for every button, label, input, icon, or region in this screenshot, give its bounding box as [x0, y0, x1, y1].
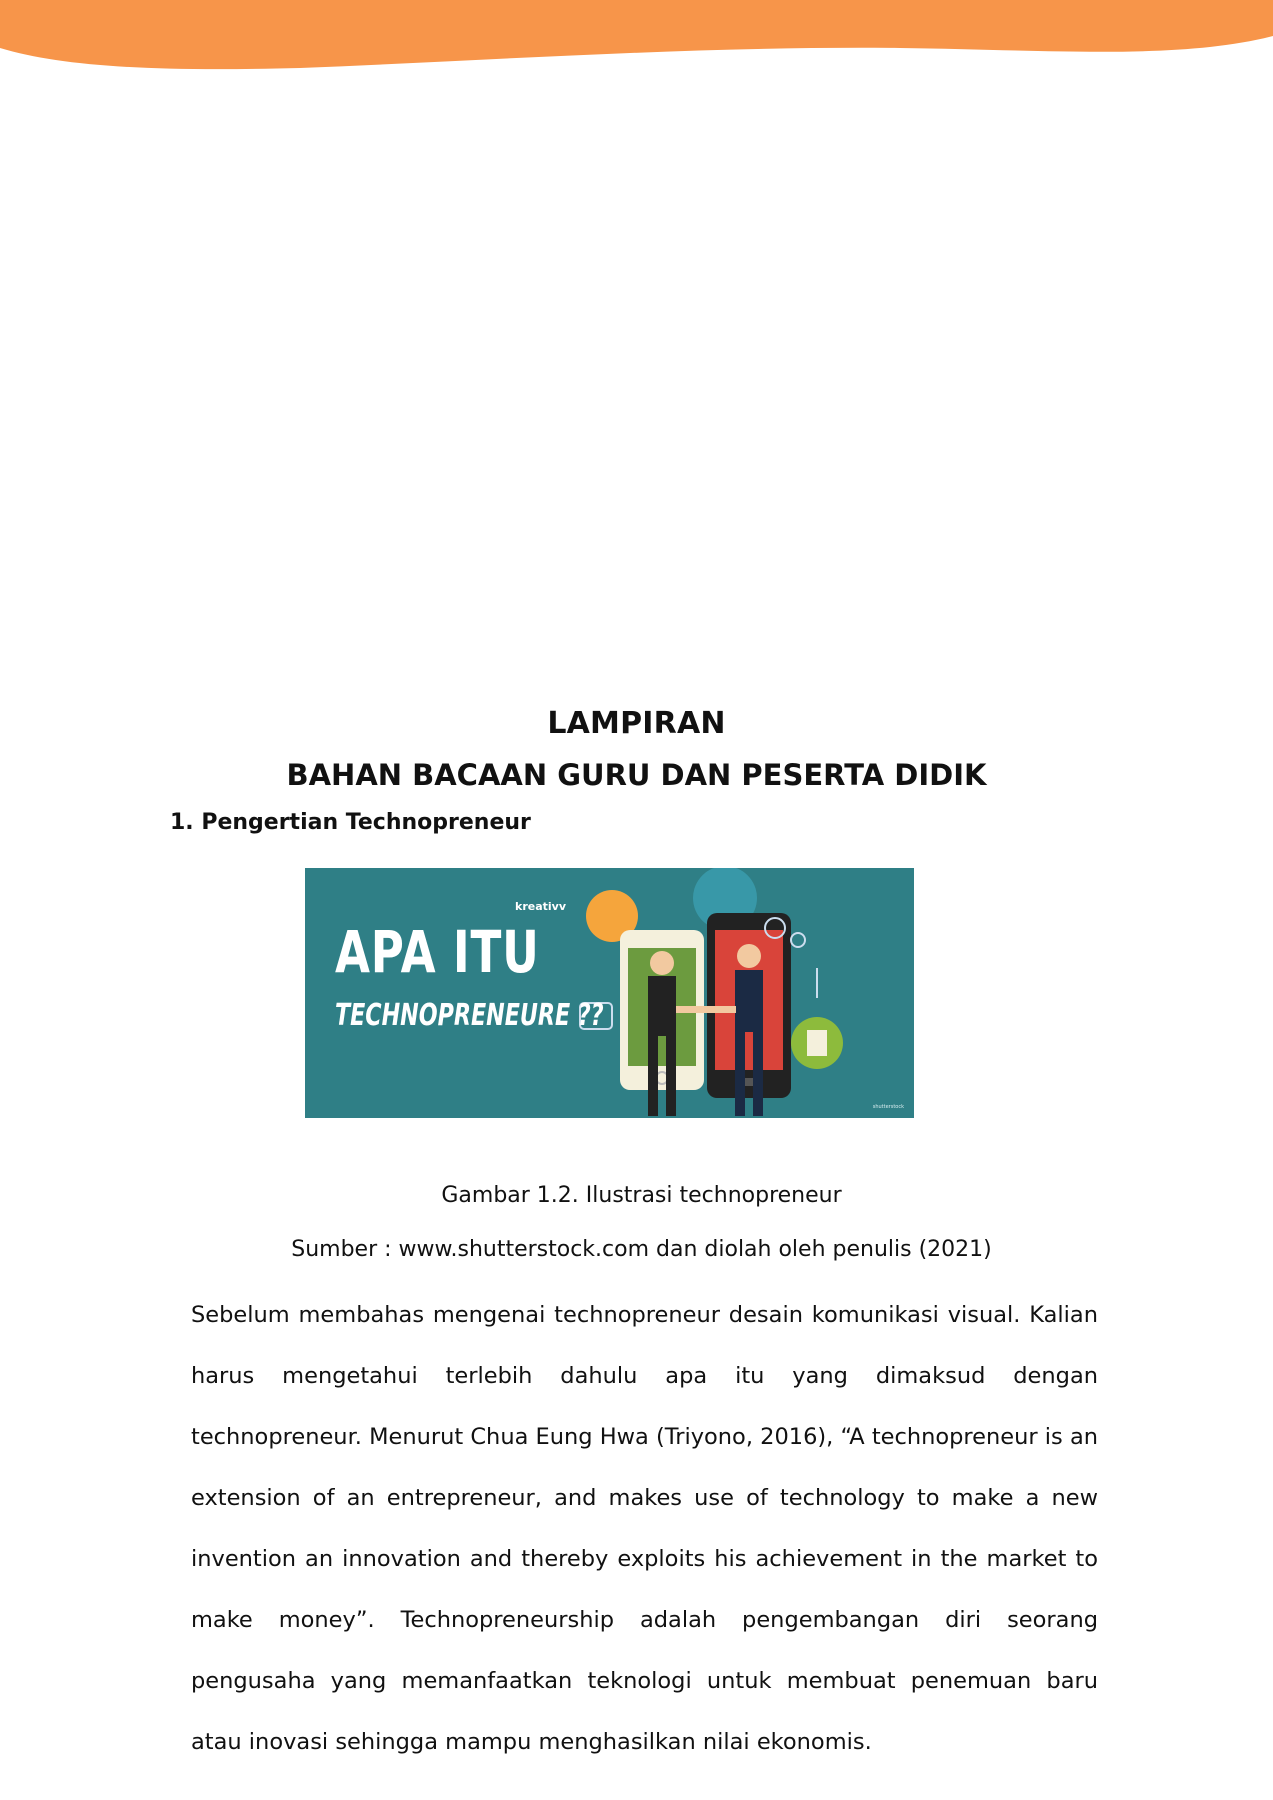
illustration-credit: shutterstock: [872, 1104, 904, 1110]
top-wave-decoration: [0, 0, 1273, 80]
appendix-subtitle: BAHAN BACAAN GURU DAN PESERTA DIDIK: [286, 758, 987, 792]
illustration-title: APA ITU: [335, 918, 540, 986]
section-heading: 1. Pengertian Technopreneur: [170, 810, 531, 835]
appendix-title: LAMPIRAN: [547, 706, 726, 741]
illustration-artwork: [305, 868, 914, 1118]
figure-source: Sumber : www.shutterstock.com dan diolah oleh penulis (2021): [291, 1237, 992, 1262]
technopreneur-illustration: [305, 868, 914, 1118]
figure-caption: Gambar 1.2. Ilustrasi technopreneur: [441, 1183, 842, 1208]
illustration-brand: kreativv: [515, 900, 566, 913]
body-paragraph: Sebelum membahas mengenai technopreneur desain komunikasi visual. Kalian harus mengetahui terlebih dahulu apa itu yang dimaksud dengan technopreneur. Menurut Chua Eung Hwa (Triyono, 2016), “A technopreneur is an extension of an entrepreneur, and makes use of technology to make a new invention an innovation and thereby exploits his achievement in the market to make money”. Technopreneurship adalah pengembangan diri seorang pengusaha yang memanfaatkan teknologi untuk membuat penemuan baru atau inovasi sehingga mampu menghasilkan nilai ekonomis.: [191, 1302, 1098, 1755]
illustration-subtitle: TECHNOPRENEURE ??: [335, 998, 604, 1033]
